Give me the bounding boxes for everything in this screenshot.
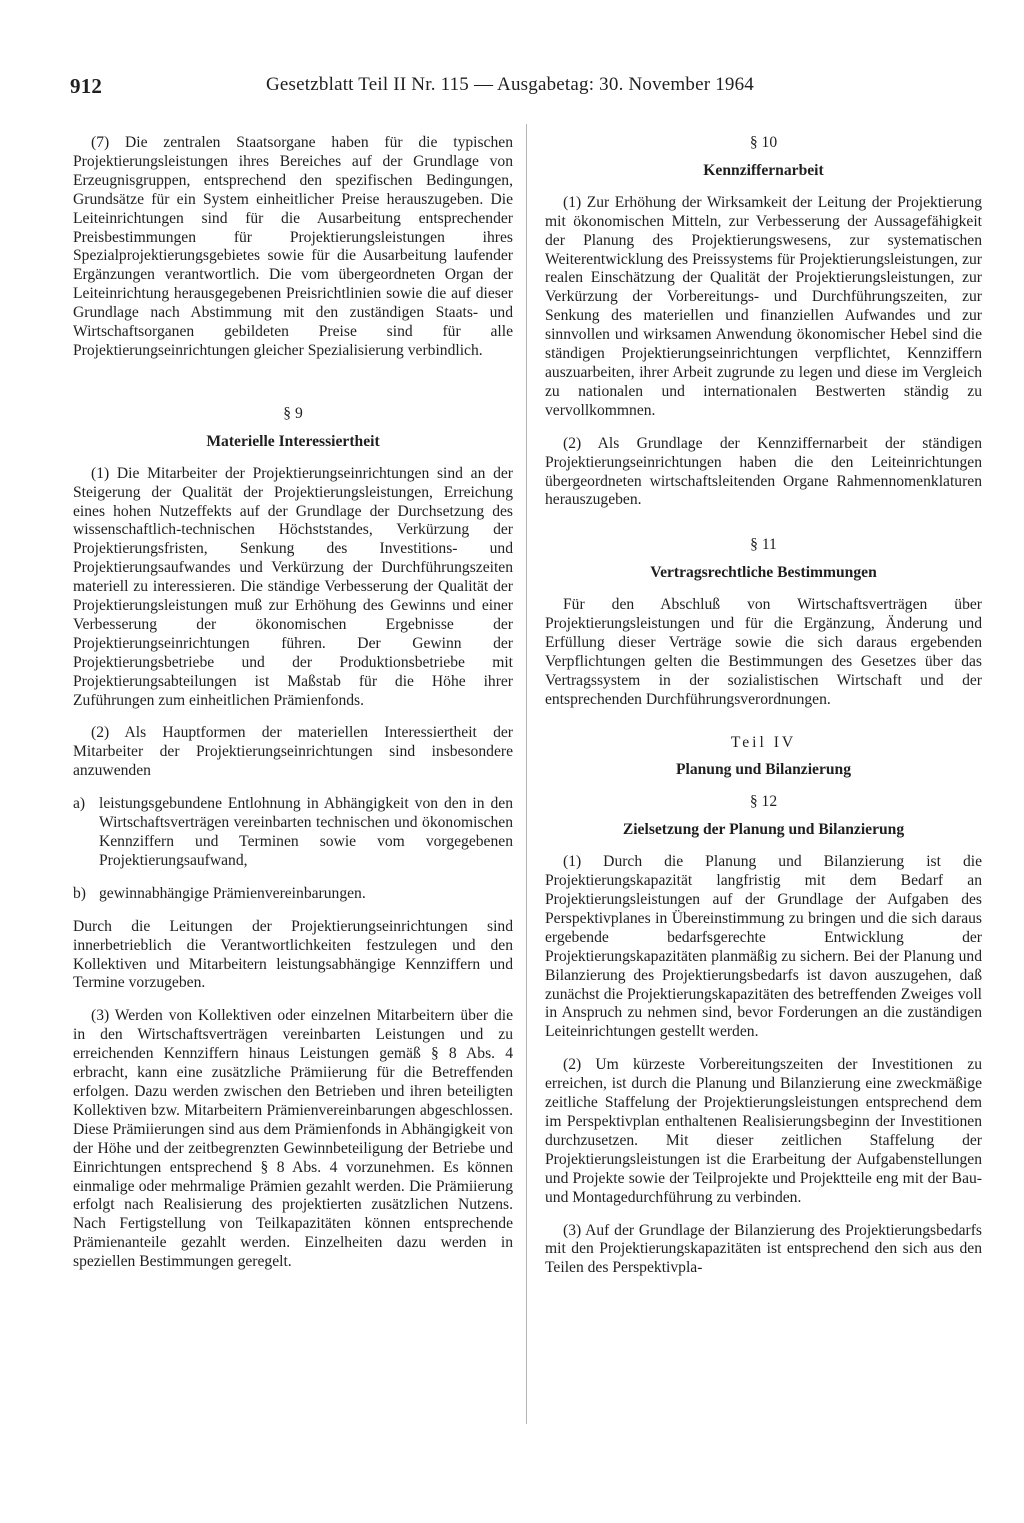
running-head: Gesetzblatt Teil II Nr. 115 — Ausgabetag: 30. November 1964 [266,74,755,95]
part-label: Teil IV [730,733,797,751]
column-divider [526,124,527,1424]
paragraph-7: (7) Die zentralen Staatsorgane haben für die typischen Projektierungsleistungen ihres Bereiches auf der Grundlage von Erzeugnisgruppen, entsprechend den spezifischen Bedingungen, Grundsätze für ein System einheitlicher Preise herauszugeben. Die Leiteinrichtungen sind für die Ausarbeitung entsprechender Preisbestimmungen für Projektierungsleistungen ihres Spezialprojektierungsgebietes sowie für die Ausarbeitung laufender Ergänzungen verantwortlich. Die vom übergeordneten Organ der Leiteinrichtung herausgegebenen Preisrichtlinien sowie die auf dieser Grundlage nach Abstimmung mit den zuständigen Staats- und Wirtschaftsorganen gebildeten Preise sind für alle Projektierungseinrichtungen gleicher Spezialisierung verbindlich. [73,134,513,359]
section-9-title: Materielle Interessiertheit [206,432,380,450]
section-9-paragraph-2-continuation: Durch die Leitungen der Projektierungseinrichtungen sind innerbetrieblich die Verantwortlichkeiten festzulegen und den Kollektiven und Mitarbeitern leistungsabhängige Kennziffern und Termine vorzugeben. [73,917,513,992]
left-column [73,134,513,1286]
list-item-a [73,795,513,871]
list-item-a-label: a) [73,795,86,813]
section-9-number: § 9 [283,404,303,422]
right-column [545,134,982,1292]
list-item-b [73,885,513,904]
section-11-number: § 11 [750,536,777,554]
section-11-paragraph-1: Für den Abschluß von Wirtschaftsverträgen über Projektierungsleistungen und für die Ergänzung, Änderung und Erfüllung dieser Verträge sowie die sich daraus ergebenden Verpflichtungen gelten die Bestimmungen des Gesetzes über das Vertragssystem in der sozialistischen Wirtschaft und der entsprechenden Durchführungsverordnungen. [545,596,982,708]
section-9-paragraph-2: (2) Als Hauptformen der materiellen Interessiertheit der Mitarbeiter der Projektierungseinrichtungen sind insbesondere anzuwenden [73,724,513,780]
section-12-number: § 12 [749,793,778,811]
list-item-b-text: gewinnabhängige Prämienvereinbarungen. [99,884,366,902]
section-12-paragraph-1: (1) Durch die Planung und Bilanzierung ist die Projektierungskapazität langfristig mit dem Bedarf an Projektierungsleistungen auf der Grundlage der Aufgaben des Perspektivplanes in Übereinstimmung zu bringen und die sich daraus ergebende bedarfsgerechte Entwicklung der Projektierungskapazitäten planmäßig zu sichern. Bei der Planung und Bilanzierung des Projektierungsbedarfs ist davon auszugehen, daß zunächst die Projektierungskapazitäten des betreffenden Zweiges voll in Anspruch zu nehmen sind, bevor Forderungen an die zuständigen Leiteinrichtungen gestellt werden. [545,853,982,1041]
section-10-title: Kennziffernarbeit [703,161,824,179]
section-10-paragraph-2: (2) Als Grundlage der Kennziffernarbeit der ständigen Projektierungseinrichtungen haben die den Leiteinrichtungen übergeordneten wirtschaftsleitenden Organe Rahmennomenklaturen herauszugeben. [545,434,982,509]
part-title: Planung und Bilanzierung [675,761,852,779]
section-11-title: Vertragsrechtliche Bestimmungen [650,564,877,582]
section-10-paragraph-1: (1) Zur Erhöhung der Wirksamkeit der Leitung der Projektierung mit ökonomischen Mitteln, zur Verbesserung der Aussagefähigkeit der Planung des Projektierungswesens, zur systematischen Weiterentwicklung des Preissystems für Projektierungsleistungen, zur realen Einschätzung der Qualität der Projektierungsleistungen, zur Verkürzung der Vorbereitungs- und Durchführungszeiten, zur Senkung des materiellen und finanziellen Aufwandes und zur sinnvollen und wirksamen Anwendung ökonomischer Hebel sind die ständigen Projektierungseinrichtungen verpflichtet, Kennziffern auszuarbeiten, ihrer Arbeit zugrunde zu legen und diese im Vergleich zu nationalen und internationalen Bestwerten ständig zu vervollkommnen. [545,193,982,419]
section-12-paragraph-2: (2) Um kürzeste Vorbereitungszeiten der Investitionen zu erreichen, ist durch die Planung und Bilanzierung eine zweckmäßige zeitliche Staffelung der Projektierungsleistungen entsprechend dem im Perspektivplan enthaltenen Realisierungsbeginn der Investitionen durchzusetzen. Mit dieser zeitlichen Staffelung der Projektierungsleistungen ist die Erarbeitung der Aufgabenstellungen und Projekte sowie der Teilprojekte und Projektteile eng mit der Bau- und Montagedurchführung zu verbinden. [545,1056,982,1206]
section-12-title: Zielsetzung der Planung und Bilanzierung [622,821,905,839]
section-9-paragraph-3: (3) Werden von Kollektiven oder einzelnen Mitarbeitern über die in den Wirtschaftsverträgen vereinbarten Leistungen und zu erreichenden Kennziffern hinaus Leistungen gemäß § 8 Abs. 4 erbracht, kann eine zusätzliche Prämiierung für die Betreffenden erfolgen. Dazu werden zwischen den Betrieben und ihren beteiligten Kollektiven bzw. Mitarbeitern Prämienvereinbarungen abgeschlossen. Diese Prämiierungen sind aus dem Prämienfonds in Abhängigkeit von der Höhe und der zeitbegrenzten Gewinnbeteiligung der Betriebe und Einrichtungen entsprechend § 8 Abs. 4 vorzunehmen. Es können einmalige oder mehrmalige Prämien gezahlt werden. Die Prämiierung erfolgt nach Realisierung des projektierten zusätzlichen Nutzens. Nach Fertigstellung von Teilkapazitäten können entsprechende Prämienanteile gezahlt werden. Einzelheiten dazu werden in speziellen Bestimmungen geregelt. [73,1007,513,1271]
section-10-number: § 10 [749,134,778,151]
page-header [70,74,830,108]
list-item-a-text: leistungsgebundene Entlohnung in Abhängigkeit von den in den Wirtschaftsverträgen vereinbarten technischen und ökonomischen Kennziffern und Terminen sowie vom vorgegebenen Projektierungsaufwand, [99,795,513,869]
section-9-paragraph-1: (1) Die Mitarbeiter der Projektierungseinrichtungen sind an der Steigerung der Qualität der Projektierungsleistungen, Erreichung eines hohen Nutzeffekts auf der Grundlage der Durchsetzung des wissenschaftlich-technischen Höchststandes, Verkürzung der Projektierungsfristen, Senkung des Investitions- und Projektierungsaufwandes und Verkürzung der Durchführungszeiten materiell zu interessieren. Die ständige Verbesserung der Qualität der Projektierungsleistungen muß zur Erhöhung des Gewinns und einer Verbesserung der ökonomischen Ergebnisse der Projektierungseinrichtungen führen. Der Gewinn der Projektierungsbetriebe und der Produktionsbetriebe mit Projektierungsabteilungen ist Maßstab für die Höhe ihrer Zuführungen zum einheitlichen Prämienfonds. [73,464,513,709]
section-12-paragraph-3: (3) Auf der Grundlage der Bilanzierung des Projektierungsbedarfs mit den Projektierungskapazitäten ist entsprechend den sich aus den Teilen des Perspektivpla- [545,1221,982,1277]
list-item-b-label: b) [73,884,86,902]
page-number: 912 [70,74,103,98]
